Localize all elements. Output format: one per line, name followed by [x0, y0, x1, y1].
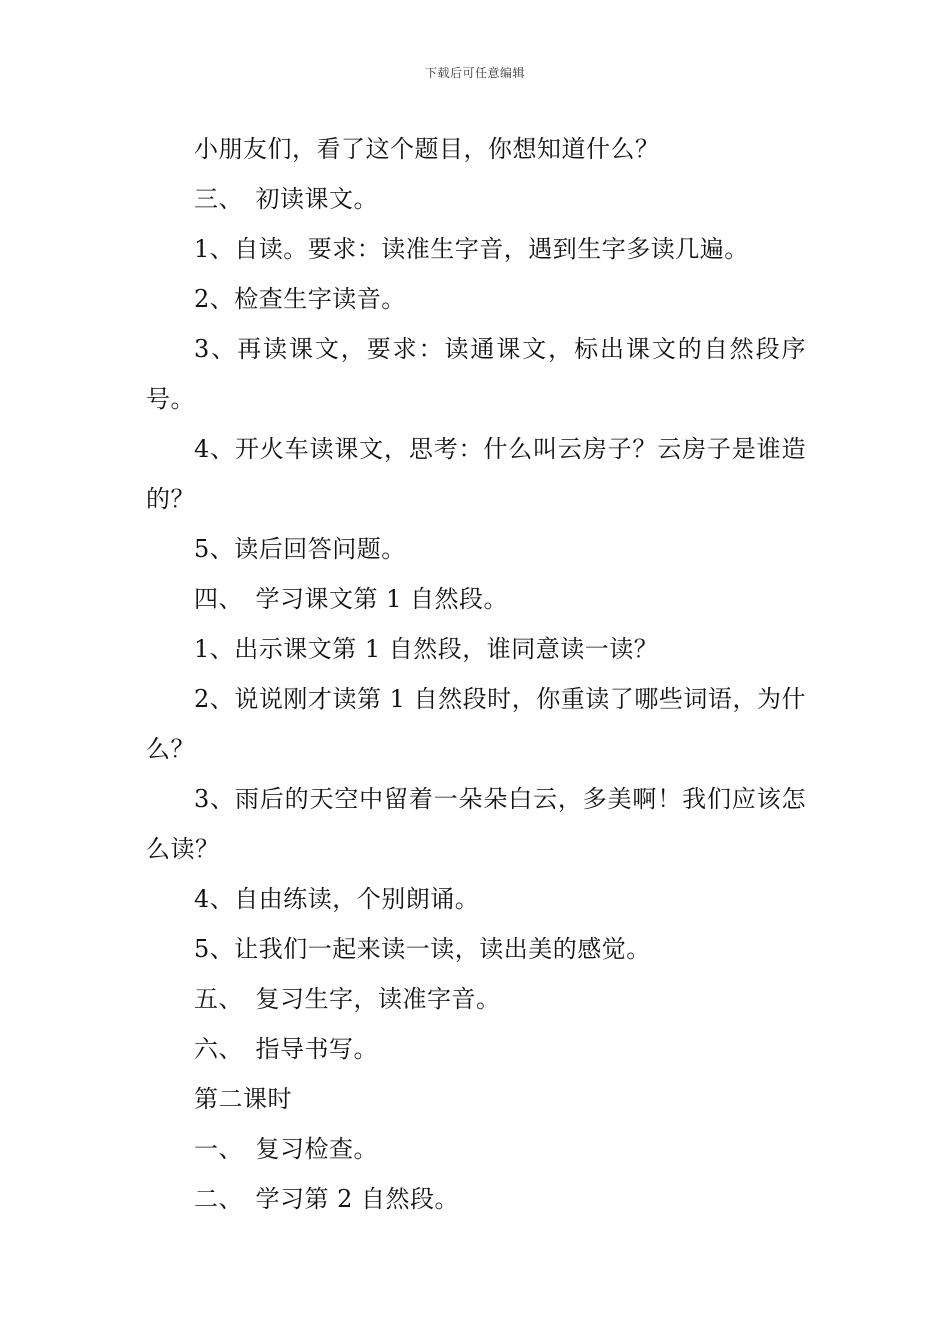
paragraph: 4、开火车读课文，思考：什么叫云房子？云房子是谁造的？	[146, 435, 806, 513]
paragraph: 5、让我们一起来读一读，读出美的感觉。	[194, 935, 651, 963]
section-heading: 一、 复习检查。	[194, 1135, 378, 1163]
paragraph: 4、自由练读，个别朗诵。	[194, 885, 480, 913]
paragraph: 2、检查生字读音。	[194, 285, 406, 313]
paragraph: 1、出示课文第 1 自然段，谁同意读一读？	[194, 635, 659, 663]
paragraph: 3、雨后的天空中留着一朵朵白云，多美啊！我们应该怎么读？	[146, 785, 806, 863]
paragraph: 小朋友们，看了这个题目，你想知道什么？	[194, 135, 660, 163]
paragraph: 1、自读。要求：读准生字音，遇到生字多读几遍。	[194, 235, 749, 263]
section-heading: 六、 指导书写。	[194, 1035, 378, 1063]
section-heading: 五、 复习生字，读准字音。	[194, 985, 501, 1013]
page-header: 下载后可任意编辑	[424, 66, 525, 80]
section-heading: 二、 学习第 2 自然段。	[194, 1185, 460, 1213]
lesson-heading: 第二课时	[194, 1085, 292, 1113]
paragraph: 5、读后回答问题。	[194, 535, 406, 563]
paragraph: 2、说说刚才读第 1 自然段时，你重读了哪些词语，为什么？	[146, 685, 806, 763]
paragraph: 3、再读课文，要求：读通课文，标出课文的自然段序号。	[146, 335, 806, 413]
document-body	[146, 124, 806, 1224]
section-heading: 三、 初读课文。	[194, 185, 378, 213]
section-heading: 四、 学习课文第 1 自然段。	[194, 585, 509, 613]
